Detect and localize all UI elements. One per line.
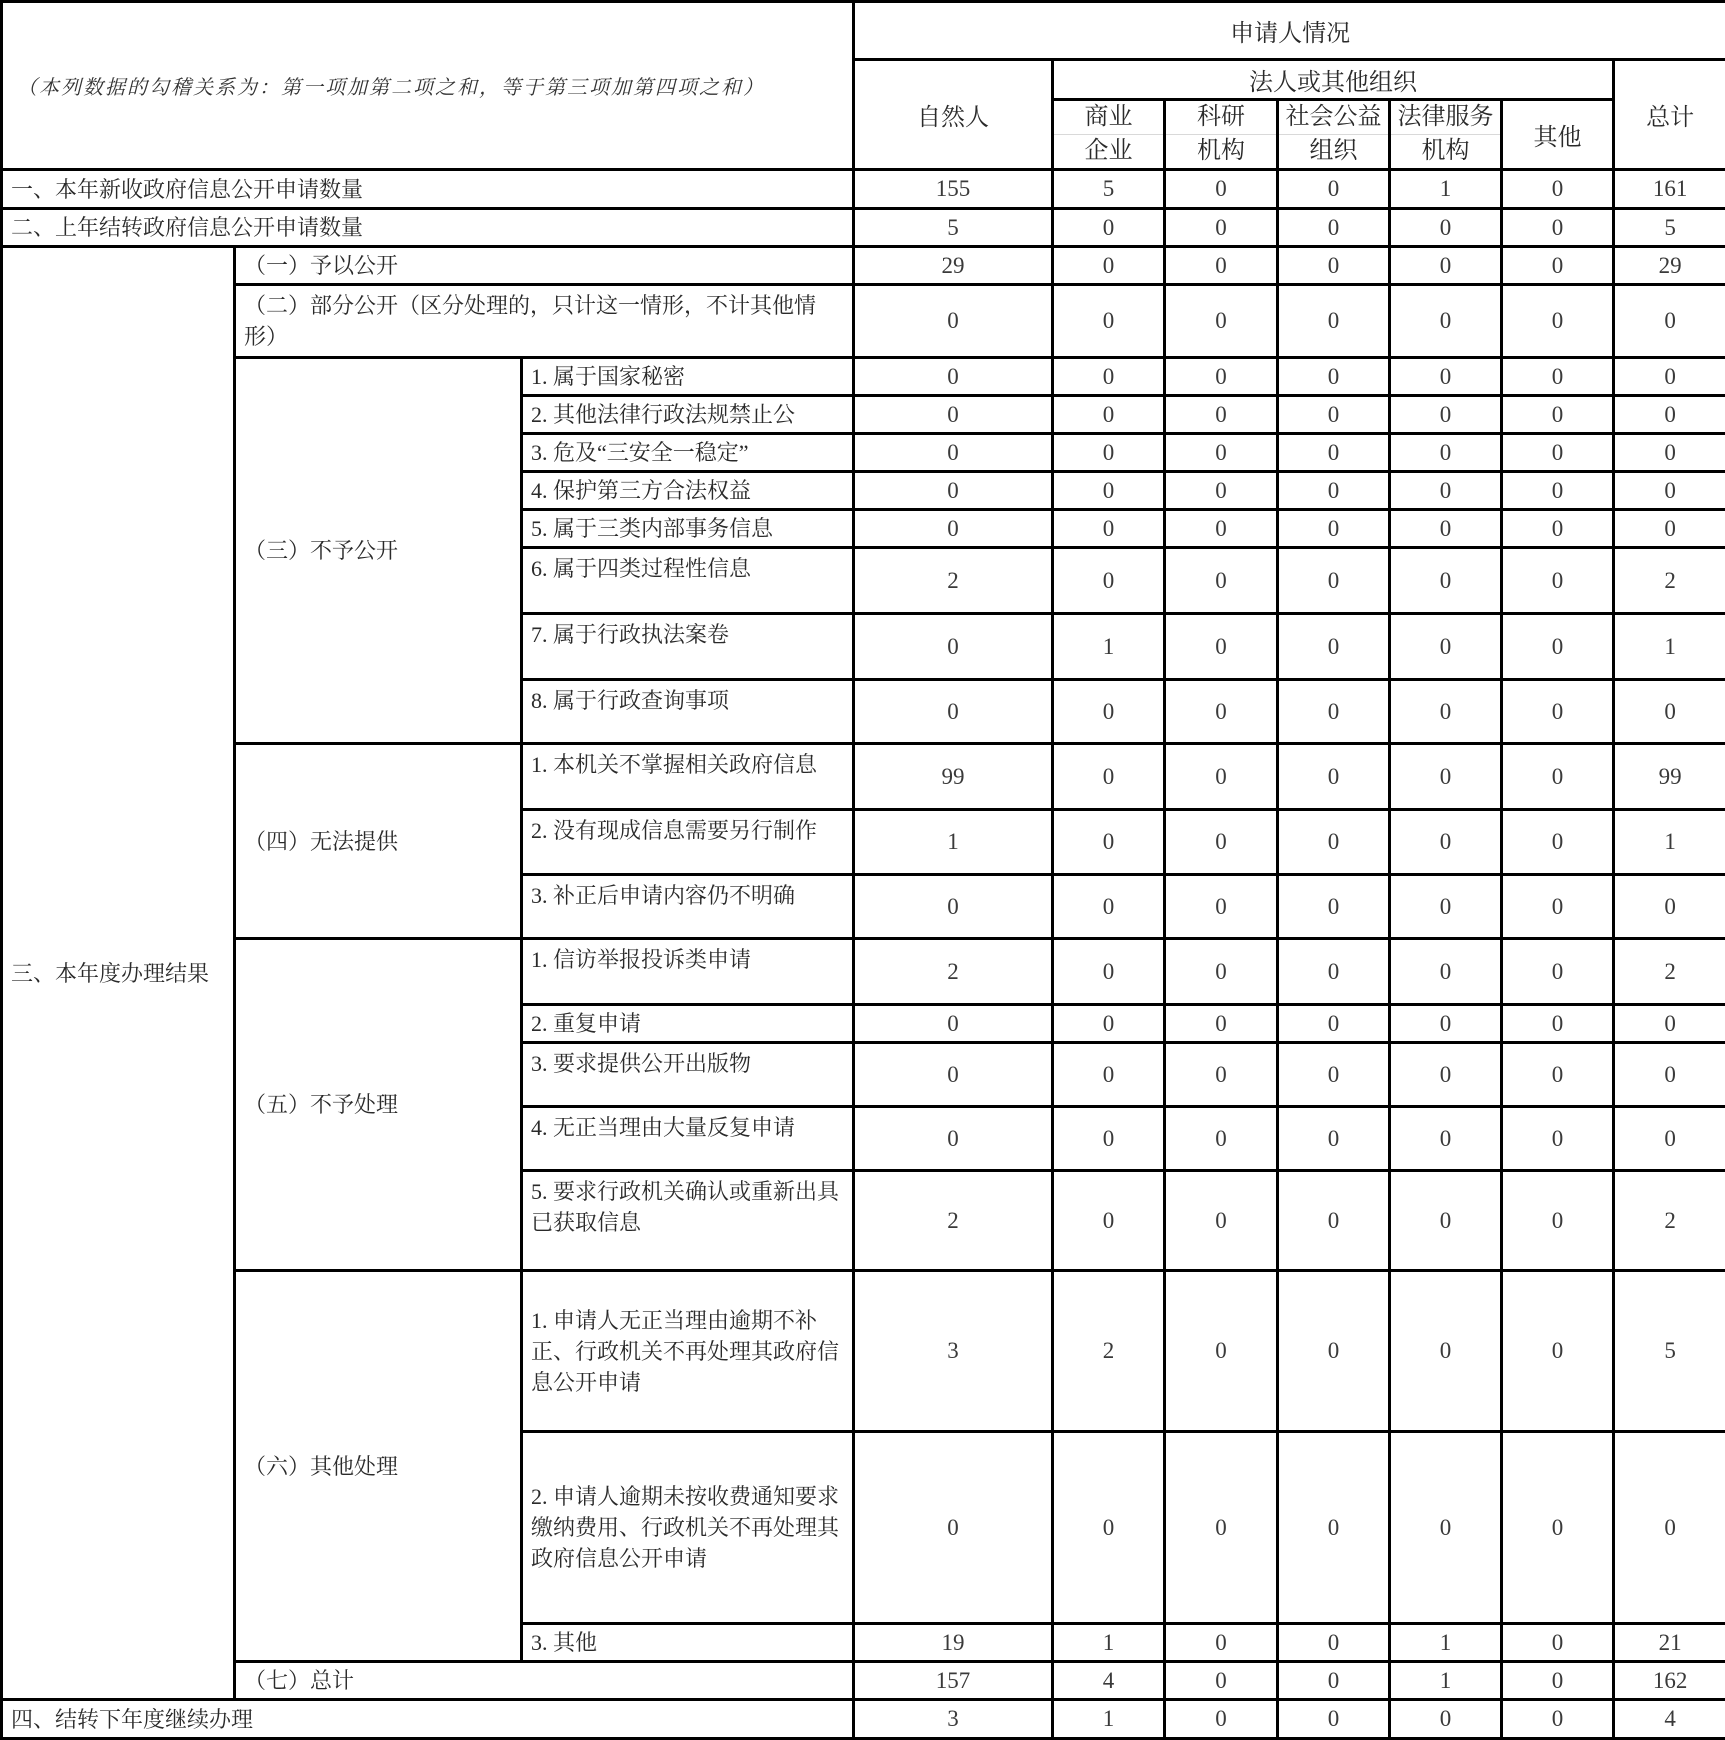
cell: 0 xyxy=(1165,434,1278,472)
cell: 0 xyxy=(854,1005,1053,1043)
cell: 0 xyxy=(1278,939,1390,1005)
cell: 0 xyxy=(1502,875,1614,939)
cell: 0 xyxy=(854,434,1053,472)
cell: 19 xyxy=(854,1624,1053,1662)
cell: 0 xyxy=(1502,434,1614,472)
cell: 0 xyxy=(1502,1107,1614,1171)
cell: 0 xyxy=(854,510,1053,548)
cell: 0 xyxy=(1053,1043,1165,1107)
cell: 1 xyxy=(1390,1662,1502,1700)
header-commercial-enterprise-line1: 商业 xyxy=(1054,101,1163,135)
header-research-institution-line1: 科研 xyxy=(1166,101,1276,135)
cell: 0 xyxy=(1053,680,1165,744)
cell: 0 xyxy=(1502,209,1614,247)
cell: 0 xyxy=(1502,1005,1614,1043)
cell: 0 xyxy=(1502,1662,1614,1700)
row-label-new-requests: 一、本年新收政府信息公开申请数量 xyxy=(2,170,854,209)
cell: 1 xyxy=(1390,1624,1502,1662)
cell: 0 xyxy=(1278,1624,1390,1662)
cell: 0 xyxy=(1502,548,1614,614)
cell: 0 xyxy=(1278,680,1390,744)
cell: 0 xyxy=(1502,510,1614,548)
cell: 162 xyxy=(1614,1662,1725,1700)
cell: 155 xyxy=(854,170,1053,209)
cell: 0 xyxy=(1390,1005,1502,1043)
cell: 0 xyxy=(1053,1005,1165,1043)
cell: 0 xyxy=(1502,396,1614,434)
row-label-still-unclear: 3. 补正后申请内容仍不明确 xyxy=(522,875,854,939)
cell: 0 xyxy=(1165,209,1278,247)
cell: 0 xyxy=(1614,285,1725,358)
header-other: 其他 xyxy=(1502,100,1614,170)
cell: 5 xyxy=(1053,170,1165,209)
cell: 1 xyxy=(854,810,1053,875)
cell: 0 xyxy=(1390,510,1502,548)
cell: 0 xyxy=(1053,1171,1165,1271)
cell: 0 xyxy=(1502,472,1614,510)
table-row xyxy=(2,358,1725,396)
cell: 0 xyxy=(1278,744,1390,810)
cell: 161 xyxy=(1614,170,1725,209)
cell: 3 xyxy=(854,1700,1053,1739)
header-research-institution-line2: 机构 xyxy=(1166,135,1276,168)
cell: 0 xyxy=(1278,1432,1390,1624)
cell: 1 xyxy=(1614,614,1725,680)
cell: 2 xyxy=(854,939,1053,1005)
cell: 0 xyxy=(854,285,1053,358)
row-label-internal-affairs: 5. 属于三类内部事务信息 xyxy=(522,510,854,548)
cell: 0 xyxy=(1165,548,1278,614)
cell: 1 xyxy=(1053,1700,1165,1739)
header-legal-service-org-line1: 法律服务 xyxy=(1391,101,1500,135)
cell: 0 xyxy=(1278,396,1390,434)
row-label-third-party-rights: 4. 保护第三方合法权益 xyxy=(522,472,854,510)
row-label-state-secret: 1. 属于国家秘密 xyxy=(522,358,854,396)
table-row xyxy=(2,1700,1725,1739)
cell: 0 xyxy=(1053,434,1165,472)
row-label-carry-to-next-year: 四、结转下年度继续办理 xyxy=(2,1700,854,1739)
cell: 0 xyxy=(1053,1107,1165,1171)
cell: 0 xyxy=(1614,680,1725,744)
cell: 0 xyxy=(1614,472,1725,510)
cell: 0 xyxy=(854,358,1053,396)
header-public-welfare-org-line2: 组织 xyxy=(1279,135,1388,168)
cell: 0 xyxy=(1278,1700,1390,1739)
row-label-overdue-no-payment: 2. 申请人逾期未按收费通知要求缴纳费用、行政机关不再处理其政府信息公开申请 xyxy=(522,1432,854,1624)
cell: 0 xyxy=(1278,1005,1390,1043)
cell: 0 xyxy=(1165,1043,1278,1107)
cell: 0 xyxy=(1390,744,1502,810)
cell: 29 xyxy=(1614,247,1725,285)
cell: 0 xyxy=(1165,247,1278,285)
cell: 0 xyxy=(854,396,1053,434)
table-row xyxy=(2,247,1725,285)
cell: 0 xyxy=(1614,1107,1725,1171)
cell: 0 xyxy=(854,680,1053,744)
cell: 0 xyxy=(1165,1171,1278,1271)
cell: 0 xyxy=(1278,810,1390,875)
cell: 0 xyxy=(1390,396,1502,434)
section-label-not-processed: （五）不予处理 xyxy=(235,939,522,1271)
cell: 0 xyxy=(1165,510,1278,548)
cell: 0 xyxy=(1278,1043,1390,1107)
cell: 0 xyxy=(1165,1624,1278,1662)
header-applicant-situation: 申请人情况 xyxy=(854,2,1725,60)
cell: 0 xyxy=(1502,1624,1614,1662)
cell: 5 xyxy=(854,209,1053,247)
header-legal-or-other-org: 法人或其他组织 xyxy=(1053,60,1614,100)
cell: 0 xyxy=(1278,472,1390,510)
table-row xyxy=(2,209,1725,247)
cell: 0 xyxy=(1165,472,1278,510)
row-label-publications: 3. 要求提供公开出版物 xyxy=(522,1043,854,1107)
cell: 0 xyxy=(1053,510,1165,548)
cell: 0 xyxy=(1053,1432,1165,1624)
cell: 0 xyxy=(1165,614,1278,680)
cell: 0 xyxy=(1165,396,1278,434)
header-public-welfare-org xyxy=(1278,100,1390,170)
cell: 99 xyxy=(1614,744,1725,810)
cell: 0 xyxy=(1053,744,1165,810)
cell: 0 xyxy=(1278,1107,1390,1171)
cell: 0 xyxy=(1165,744,1278,810)
cell: 0 xyxy=(1390,1432,1502,1624)
cell: 0 xyxy=(1165,1700,1278,1739)
cell: 0 xyxy=(1390,614,1502,680)
cell: 0 xyxy=(1390,680,1502,744)
cell: 2 xyxy=(854,1171,1053,1271)
row-label-process-info: 6. 属于四类过程性信息 xyxy=(522,548,854,614)
cell: 0 xyxy=(1278,875,1390,939)
cell: 0 xyxy=(1278,209,1390,247)
cell: 4 xyxy=(1614,1700,1725,1739)
cell: 0 xyxy=(1053,396,1165,434)
row-label-carried-over: 二、上年结转政府信息公开申请数量 xyxy=(2,209,854,247)
cell: 1 xyxy=(1053,1624,1165,1662)
header-public-welfare-org-line1: 社会公益 xyxy=(1279,101,1388,135)
cell: 2 xyxy=(854,548,1053,614)
row-label-mass-repeated: 4. 无正当理由大量反复申请 xyxy=(522,1107,854,1171)
cell: 0 xyxy=(1502,1700,1614,1739)
row-label-granted: （一）予以公开 xyxy=(235,247,854,285)
header-legal-service-org-line2: 机构 xyxy=(1391,135,1500,168)
cell: 0 xyxy=(1390,472,1502,510)
table-row xyxy=(2,939,1725,1005)
cell: 0 xyxy=(1053,939,1165,1005)
cell: 0 xyxy=(1165,358,1278,396)
cell: 0 xyxy=(1502,285,1614,358)
cell: 0 xyxy=(1165,1432,1278,1624)
cell: 0 xyxy=(854,1432,1053,1624)
cell: 4 xyxy=(1053,1662,1165,1700)
row-label-partial: （二）部分公开（区分处理的，只计这一情形，不计其他情形） xyxy=(235,285,854,358)
row-label-law-forbidden: 2. 其他法律行政法规禁止公 xyxy=(522,396,854,434)
cell: 0 xyxy=(854,1107,1053,1171)
cell: 0 xyxy=(1390,434,1502,472)
cell: 0 xyxy=(1053,209,1165,247)
header-commercial-enterprise-line2: 企业 xyxy=(1054,135,1163,168)
table-row xyxy=(2,170,1725,209)
cell: 0 xyxy=(1278,247,1390,285)
table-row xyxy=(2,744,1725,810)
cell: 21 xyxy=(1614,1624,1725,1662)
cell: 0 xyxy=(854,875,1053,939)
cell: 0 xyxy=(1278,1171,1390,1271)
cell: 0 xyxy=(1614,510,1725,548)
cell: 3 xyxy=(854,1271,1053,1432)
cell: 0 xyxy=(1390,1107,1502,1171)
cell: 0 xyxy=(1502,614,1614,680)
cell: 0 xyxy=(854,1043,1053,1107)
cell: 0 xyxy=(1390,939,1502,1005)
row-label-endanger-safety: 3. 危及“三安全一稳定” xyxy=(522,434,854,472)
cell: 0 xyxy=(1502,939,1614,1005)
cell: 0 xyxy=(854,472,1053,510)
cell: 0 xyxy=(1053,548,1165,614)
cell: 0 xyxy=(1614,434,1725,472)
row-label-not-held: 1. 本机关不掌握相关政府信息 xyxy=(522,744,854,810)
cell: 0 xyxy=(1614,1432,1725,1624)
row-label-subtotal: （七）总计 xyxy=(235,1662,854,1700)
cell: 5 xyxy=(1614,209,1725,247)
cell: 0 xyxy=(1053,810,1165,875)
cell: 1 xyxy=(1614,810,1725,875)
cell: 0 xyxy=(1165,1005,1278,1043)
cell: 0 xyxy=(1165,939,1278,1005)
cell: 0 xyxy=(1278,1662,1390,1700)
cell: 0 xyxy=(1278,548,1390,614)
table-row xyxy=(2,285,1725,358)
cell: 0 xyxy=(1390,247,1502,285)
row-label-enforcement-files: 7. 属于行政执法案卷 xyxy=(522,614,854,680)
cell: 0 xyxy=(1053,285,1165,358)
cell: 1 xyxy=(1390,170,1502,209)
row-label-other: 3. 其他 xyxy=(522,1624,854,1662)
row-label-confirm-obtained: 5. 要求行政机关确认或重新出具已获取信息 xyxy=(522,1171,854,1271)
cell: 5 xyxy=(1614,1271,1725,1432)
cell: 0 xyxy=(1165,680,1278,744)
cell: 0 xyxy=(1165,1271,1278,1432)
cell: 157 xyxy=(854,1662,1053,1700)
cell: 0 xyxy=(1278,614,1390,680)
cell: 0 xyxy=(1278,358,1390,396)
row-label-petition-type: 1. 信访举报投诉类申请 xyxy=(522,939,854,1005)
cell: 0 xyxy=(1390,1171,1502,1271)
cell: 0 xyxy=(1614,1005,1725,1043)
cell: 2 xyxy=(1614,1171,1725,1271)
cell: 0 xyxy=(1278,510,1390,548)
header-total: 总计 xyxy=(1614,60,1725,170)
cell: 0 xyxy=(1390,1700,1502,1739)
cell: 0 xyxy=(1278,1271,1390,1432)
cell: 2 xyxy=(1053,1271,1165,1432)
cell: 0 xyxy=(1502,1271,1614,1432)
cell: 0 xyxy=(1390,209,1502,247)
cell: 0 xyxy=(1390,285,1502,358)
cell: 0 xyxy=(1165,1107,1278,1171)
cell: 0 xyxy=(1502,680,1614,744)
cell: 0 xyxy=(1165,875,1278,939)
cell: 0 xyxy=(1278,170,1390,209)
table-row xyxy=(2,1271,1725,1432)
cell: 0 xyxy=(1502,247,1614,285)
cell: 0 xyxy=(1502,1171,1614,1271)
cell: 0 xyxy=(1390,1043,1502,1107)
cell: 0 xyxy=(1165,810,1278,875)
header-research-institution xyxy=(1165,100,1278,170)
cell: 0 xyxy=(1502,170,1614,209)
cell: 1 xyxy=(1053,614,1165,680)
cell: 0 xyxy=(1165,285,1278,358)
cell: 0 xyxy=(1390,358,1502,396)
reconciliation-note: （本列数据的勾稽关系为：第一项加第二项之和，等于第三项加第四项之和） xyxy=(2,2,854,170)
cell: 0 xyxy=(1502,1043,1614,1107)
cell: 0 xyxy=(854,614,1053,680)
cell: 2 xyxy=(1614,939,1725,1005)
cell: 0 xyxy=(1614,875,1725,939)
cell: 0 xyxy=(1053,247,1165,285)
table-row xyxy=(2,1662,1725,1700)
cell: 0 xyxy=(1502,744,1614,810)
cell: 2 xyxy=(1614,548,1725,614)
section-label-results: 三、本年度办理结果 xyxy=(2,247,235,1700)
cell: 0 xyxy=(1053,472,1165,510)
cell: 0 xyxy=(1502,1432,1614,1624)
section-label-other-handling: （六）其他处理 xyxy=(235,1271,522,1662)
row-label-overdue-no-correction: 1. 申请人无正当理由逾期不补正、行政机关不再处理其政府信息公开申请 xyxy=(522,1271,854,1432)
cell: 0 xyxy=(1390,810,1502,875)
cell: 0 xyxy=(1278,434,1390,472)
cell: 0 xyxy=(1614,1043,1725,1107)
cell: 0 xyxy=(1165,170,1278,209)
row-label-admin-query: 8. 属于行政查询事项 xyxy=(522,680,854,744)
cell: 0 xyxy=(1614,358,1725,396)
cell: 99 xyxy=(854,744,1053,810)
cell: 0 xyxy=(1390,548,1502,614)
cell: 29 xyxy=(854,247,1053,285)
cell: 0 xyxy=(1614,396,1725,434)
section-label-unable-to-provide: （四）无法提供 xyxy=(235,744,522,939)
section-label-not-disclosed: （三）不予公开 xyxy=(235,358,522,744)
cell: 0 xyxy=(1278,285,1390,358)
row-label-repeat-request: 2. 重复申请 xyxy=(522,1005,854,1043)
header-natural-person: 自然人 xyxy=(854,60,1053,170)
row-label-needs-creation: 2. 没有现成信息需要另行制作 xyxy=(522,810,854,875)
cell: 0 xyxy=(1390,1271,1502,1432)
cell: 0 xyxy=(1165,1662,1278,1700)
cell: 0 xyxy=(1502,358,1614,396)
cell: 0 xyxy=(1053,875,1165,939)
cell: 0 xyxy=(1053,358,1165,396)
cell: 0 xyxy=(1502,810,1614,875)
header-commercial-enterprise xyxy=(1053,100,1165,170)
header-legal-service-org xyxy=(1390,100,1502,170)
cell: 0 xyxy=(1390,875,1502,939)
